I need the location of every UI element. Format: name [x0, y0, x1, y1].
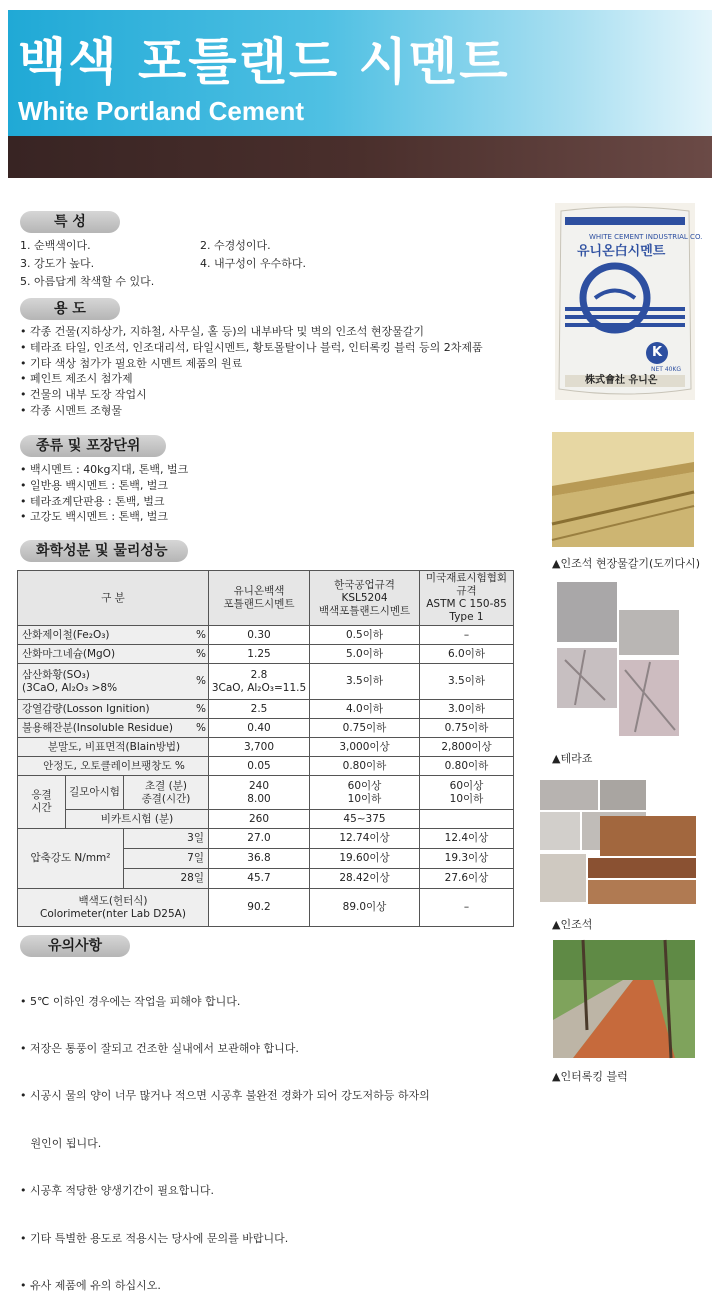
- list-item: • 고강도 백시멘트 : 톤백, 벌크: [20, 510, 169, 524]
- header-banner: [8, 10, 712, 178]
- table-row: 28일 45.7 28.42이상 27.6이상: [18, 869, 514, 889]
- list-item: • 시공후 적당한 양생기간이 필요합니다.: [20, 1184, 214, 1198]
- header-item: 구 분: [18, 571, 209, 626]
- table-row: 산화마그네슘(MgO) % 1.25 5.0이하 6.0이하: [18, 645, 514, 664]
- header-union: 유니온백색 포틀랜드시멘트: [209, 571, 310, 626]
- list-item: • 일반용 백시멘트 : 톤백, 벌크: [20, 478, 169, 492]
- list-item: • 각종 시멘트 조형물: [20, 403, 122, 417]
- feature-item: 1. 순백색이다.: [20, 239, 91, 252]
- interlocking-block-photo: [553, 940, 695, 1058]
- cautions-list: [20, 962, 430, 1310]
- terrazzo-photo: [555, 580, 681, 738]
- feature-item: 3. 강도가 높다.: [20, 257, 95, 270]
- table-header-row: [18, 571, 514, 626]
- caption-artificial-stone: ▲인조석: [552, 918, 593, 931]
- uses-list: [20, 324, 483, 419]
- table-row: 분말도, 비표면적(Blain방법) 3,700 3,000이상 2,800이상: [18, 738, 514, 757]
- list-item: • 각종 건물(지하상가, 지하철, 사무실, 홀 등)의 내부바닥 및 벽의 인조석 현장물갈기: [20, 325, 425, 338]
- caption-terrazzo: ▲테라죠: [552, 752, 593, 765]
- list-item: • 유사 제품에 유의 하십시오.: [20, 1278, 161, 1292]
- packaging-heading: 종류 및 포장단위: [20, 435, 166, 457]
- artificial-stone-photo: [538, 776, 698, 906]
- table-row: 강열감량(Losson Ignition) % 2.5 4.0이하 3.0이하: [18, 700, 514, 719]
- cautions-heading: 유의사항: [20, 935, 130, 957]
- list-item: • 시공시 물의 양이 너무 많거나 적으면 시공후 불완전 경화가 되어 강도저하등 하자의: [20, 1089, 430, 1103]
- interlocking-block-graphic: [553, 940, 695, 1058]
- header-astm: 미국재료시험협회규격 ASTM C 150-85 Type 1: [420, 571, 514, 626]
- table-row: 안정도, 오토클레이브팽창도 % 0.05 0.80이하 0.80이하: [18, 757, 514, 776]
- properties-table: [17, 570, 514, 927]
- table-row: 7일 36.8 19.60이상 19.3이상: [18, 849, 514, 869]
- feature-item: 5. 아름답게 착색할 수 있다.: [20, 275, 155, 288]
- terrazzo-graphic: [555, 580, 681, 738]
- caption-terrazzo-floor: ▲인조석 현장물갈기(도끼다시): [552, 557, 701, 570]
- list-item: • 백시멘트 : 40kg지대, 톤백, 벌크: [20, 463, 189, 476]
- table-row: 삼산화황(SO₃) (3CaO, Al₂O₃ >8% % 2.8 3CaO, Al₂O₃=11.5 3.5이하 3.5이하: [18, 664, 514, 700]
- caption-interlocking: ▲인터록킹 블럭: [552, 1070, 628, 1083]
- terrazzo-floor-graphic: [552, 432, 694, 547]
- artificial-stone-graphic: [538, 776, 698, 906]
- bag-top-text: WHITE CEMENT INDUSTRIAL CO.: [589, 233, 703, 241]
- table-row: 산화제이철(Fe₂O₃) % 0.30 0.5이하 –: [18, 626, 514, 645]
- cement-bag-image: [555, 203, 703, 400]
- table-row: 비카트시험 (분) 260 45∼375: [18, 810, 514, 829]
- list-item: • 5℃ 이하인 경우에는 작업을 피해야 합니다.: [20, 994, 241, 1008]
- bag-weight: NET 40KG: [651, 366, 682, 373]
- header-ks: 한국공업규격KSL5204 백색포틀랜드시멘트: [310, 571, 420, 626]
- features-heading: 특 성: [20, 211, 120, 233]
- k-logo-icon: K: [646, 342, 668, 364]
- list-item: • 기타 특별한 용도로 적용시는 당사에 문의를 바랍니다.: [20, 1231, 289, 1245]
- header-brown-band: [8, 136, 712, 178]
- list-item: • 페인트 제조시 첨가제: [20, 372, 133, 386]
- table-row: 압축강도 N/mm² 3일 27.0 12.74이상 12.4이상: [18, 829, 514, 849]
- page-title: 백색 포틀랜드 시멘트: [18, 33, 510, 91]
- list-item: • 테라죠 타일, 인조석, 인조대리석, 타일시멘트, 황토몰탈이나 블럭, 인터록킹 블럭 등의 2차제품: [20, 340, 483, 354]
- bag-brand: 유니온白시멘트: [577, 244, 666, 259]
- table-row: 백색도(헌터식) Colorimeter(nter Lab D25A) 90.2 89.0이상 –: [18, 889, 514, 927]
- uses-heading: 용 도: [20, 298, 120, 320]
- terrazzo-floor-photo: [552, 432, 694, 547]
- packaging-list: [20, 462, 188, 525]
- properties-heading: 화학성분 및 물리성능: [20, 540, 188, 562]
- list-item: • 저장은 통풍이 잘되고 건조한 실내에서 보관해야 합니다.: [20, 1041, 299, 1055]
- list-item: • 테라죠계단판용 : 톤백, 벌크: [20, 494, 165, 508]
- feature-item: 4. 내구성이 우수하다.: [200, 257, 306, 270]
- table-row: 응결 시간 길모아시험 초결 (분) 종결(시간) 240 8.00 60이상 10이하 60이상 10이하: [18, 776, 514, 810]
- list-item: • 기타 색상 첨가가 필요한 시멘트 제품의 원료: [20, 356, 243, 370]
- feature-item: 2. 수경성이다.: [200, 239, 271, 252]
- table-row: 불용해잔분(Insoluble Residue) % 0.40 0.75이하 0.75이하: [18, 719, 514, 738]
- page-subtitle: White Portland Cement: [18, 96, 305, 126]
- bag-company: 株式會社 유니온: [585, 375, 658, 386]
- list-item: 원인이 됩니다.: [20, 1136, 102, 1150]
- list-item: • 건물의 내부 도장 작업시: [20, 388, 147, 402]
